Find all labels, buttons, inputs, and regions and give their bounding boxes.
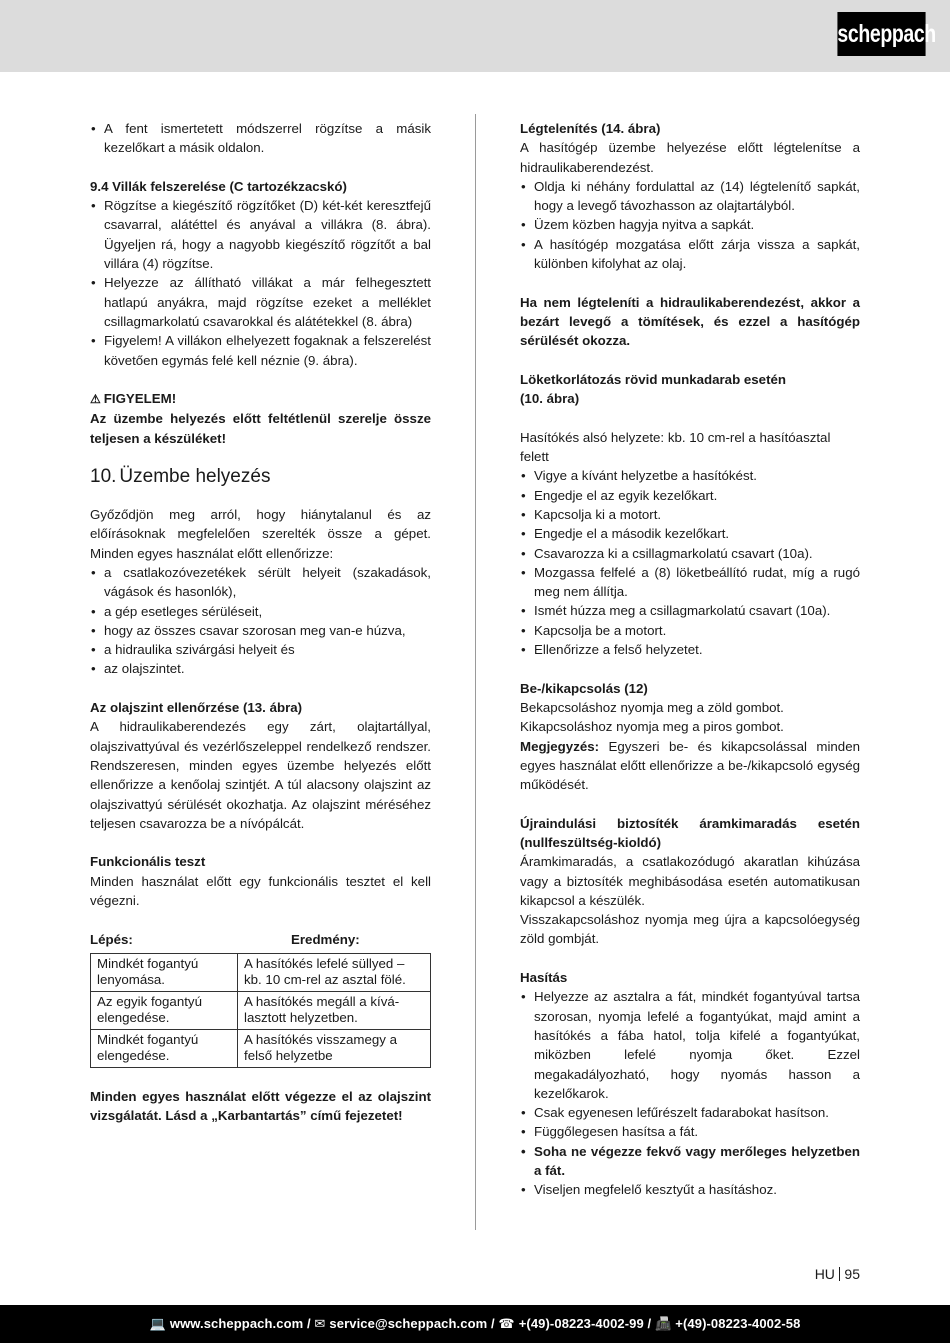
scheppach-logo: scheppach xyxy=(837,12,925,56)
on-off-note xyxy=(520,737,860,795)
table-row xyxy=(91,991,431,1029)
list-item: • Kapcsolja be a motort. xyxy=(520,621,860,640)
splitting-title: Hasítás xyxy=(520,970,568,986)
section-9-4-title: 9.4 Villák felszerelése (C tartozékzacskó) xyxy=(90,178,347,194)
list-item: • Figyelem! A villákon elhelyezett fogaknak a felszerelést követően egymás felé kell néznie (9. ábra). xyxy=(90,331,431,370)
list-item: • Üzem közben hagyja nyitva a sapkát. xyxy=(520,215,860,234)
note-label: Megjegyzés: xyxy=(520,738,600,754)
venting-text: A hasítógép üzembe helyezése előtt légtelenítse a hidraulikaberendezést. xyxy=(520,140,860,175)
list-item: • Helyezze az asztalra a fát, mindkét fogantyúval tartsa szorosan, nyomja lefelé a fogantyúkat, majd amint a hasítókés a fába hatol, tolja kifelé a fogantyúkat, miközben lefelé nyomja őket. Ezzel megakadályozható, hogy nyomás hasson a kezelőkarok. xyxy=(520,987,860,1103)
stroke-limit-title: Löketkorlátozás rövid munkadarab esetén xyxy=(520,371,787,387)
list-item: • A hasítógép mozgatása előtt zárja vissza a sapkát, különben kifolyhat az olaj. xyxy=(520,235,860,274)
table-cell-result: A hasítókés visszamegy a felső helyzetbe xyxy=(238,1029,431,1067)
footer-bar xyxy=(0,1305,950,1343)
header-band xyxy=(0,0,950,72)
list-item: • A fent ismertetett módszerrel rögzítse a másik kezelőkart a másik oldalon. xyxy=(90,119,431,158)
restart-protection-text: Áramkimaradás, a csatlakozódugó akaratlan kihúzása vagy a biztosíték meghibásodása esetén automatikusan kikapcsol a készülék. xyxy=(520,854,860,908)
top-bullet-list xyxy=(90,119,431,158)
warning-text: Az üzembe helyezés előtt feltétlenül szerelje össze teljesen a készüléket! xyxy=(90,411,431,446)
section-9-4-list xyxy=(90,196,431,370)
footer-phone: +(49)-08223-4002-99 / xyxy=(518,1316,652,1331)
list-item: • a gép esetleges sérüléseit, xyxy=(90,602,431,621)
footer-website: www.scheppach.com / xyxy=(169,1316,311,1331)
table-row xyxy=(91,1029,431,1067)
warning-triangle-icon: ⚠ xyxy=(90,392,101,407)
list-item: • Csavarozza ki a csillagmarkolatú csavart (10a). xyxy=(520,544,860,563)
venting-warning: Ha nem légteleníti a hidraulikaberendezést, akkor a bezárt levegő a tömítések, és ezzel a hasítógép sérülését okozza. xyxy=(520,294,860,349)
table-cell-step: Az egyik fogantyú elengedése. xyxy=(91,991,238,1029)
list-item: • a hidraulika szivárgási helyeit és xyxy=(90,640,431,659)
stroke-limit-list xyxy=(520,466,860,659)
test-table-header xyxy=(90,930,431,949)
oil-check-text: A hidraulikaberendezés egy zárt, olajtartállyal, olajszivattyúval és vezérlőszeleppel rendelkező rendszer. Rendszeresen, minden egyes üzembe helyezés előtt ellenőrizze a kenőolaj szintjét. A túl alacsony olajszint az olajszivattyú sérülését okozhatja. Az olajszint méréséhez teljesen csavarozza be a nívópálcát. xyxy=(90,719,431,831)
right-column xyxy=(520,119,860,1200)
language-code: HU xyxy=(814,1266,835,1282)
page-number-value: 95 xyxy=(844,1266,860,1282)
result-column-header: Eredmény: xyxy=(291,931,360,947)
section-number: 10. xyxy=(90,466,117,488)
section-10-heading xyxy=(90,464,431,490)
on-off-line: Kikapcsoláshoz nyomja meg a piros gombot. xyxy=(520,719,784,735)
restart-protection-title: Újraindulási biztosíték áramkimaradás esetén (nullfeszültség-kioldó) xyxy=(520,815,860,850)
table-row xyxy=(91,953,431,991)
venting-list xyxy=(520,177,860,273)
check-list xyxy=(90,563,431,679)
table-cell-result: A hasítókés megáll a kívá-lasztott helyzetben. xyxy=(238,991,431,1029)
list-item: • Soha ne végezze fekvő vagy merőleges helyzetben a fát. xyxy=(520,1142,860,1181)
function-test-title: Funkcionális teszt xyxy=(90,854,206,870)
phone-icon: ☎ xyxy=(498,1316,515,1331)
fax-icon: 📠 xyxy=(655,1316,672,1331)
list-item: • Rögzítse a kiegészítő rögzítőket (D) két-két keresztfejű csavarral, alátéttel és anyával a villákra (8. ábra). Ügyeljen rá, hogy a nagyobb kiegészítő rögzítőt a bal villára (4) rögzítse. xyxy=(90,196,431,273)
warning-heading xyxy=(90,389,431,409)
list-item: • hogy az összes csavar szorosan meg van-e húzva, xyxy=(90,621,431,640)
footer-email: service@scheppach.com / xyxy=(329,1316,495,1331)
footer-fax: +(49)-08223-4002-58 xyxy=(675,1316,801,1331)
list-item: • Ismét húzza meg a csillagmarkolatú csavart (10a). xyxy=(520,601,860,620)
intro-paragraph: Győződjön meg arról, hogy hiánytalanul és az előírásoknak megfelelően szerelték össze a gépet. Minden egyes használat előtt ellenőrizze: xyxy=(90,507,431,561)
table-cell-step: Mindkét fogantyú lenyomása. xyxy=(91,953,238,991)
mail-icon: ✉ xyxy=(314,1316,326,1331)
warning-title: FIGYELEM! xyxy=(103,391,177,407)
table-cell-result: A hasítókés lefelé süllyed – kb. 10 cm-rel az asztal fölé. xyxy=(238,953,431,991)
section-title: Üzembe helyezés xyxy=(119,466,271,488)
stroke-limit-figure: (10. ábra) xyxy=(520,391,580,407)
list-item: • a csatlakozóvezetékek sérült helyeit (szakadások, vágások és hasonlók), xyxy=(90,563,431,602)
on-off-title: Be-/kikapcsolás (12) xyxy=(520,680,648,696)
note-text: Egyszeri be- és kikapcsolással minden egyes használat előtt ellenőrizze a be-/kikapcsoló egység működését. xyxy=(520,738,860,793)
splitting-list xyxy=(520,987,860,1199)
page-separator xyxy=(839,1267,841,1281)
oil-check-title: Az olajszint ellenőrzése (13. ábra) xyxy=(90,700,303,716)
page-number xyxy=(800,1265,860,1283)
list-item: • Vigye a kívánt helyzetbe a hasítókést. xyxy=(520,466,860,485)
restart-protection-text: Visszakapcsoláshoz nyomja meg újra a kapcsolóegység zöld gombját. xyxy=(520,912,860,947)
left-column xyxy=(90,119,431,1126)
function-test-text: Minden használat előtt egy funkcionális tesztet el kell végezni. xyxy=(90,873,431,908)
list-item: • Helyezze az állítható villákat a már felhegesztett hatlapú anyákra, majd rögzítse ezeket a melléklet csillagmarkolatú csavarokkal és alátétekkel (8. ábra) xyxy=(90,273,431,331)
list-item: • Kapcsolja ki a motort. xyxy=(520,505,860,524)
list-item: • Oldja ki néhány fordulattal az (14) légtelenítő sapkát, hogy a levegő távozhasson az olajtartályból. xyxy=(520,177,860,216)
computer-icon: 💻 xyxy=(149,1316,166,1331)
venting-title: Légtelenítés (14. ábra) xyxy=(520,121,661,136)
table-cell-step: Mindkét fogantyú elengedése. xyxy=(91,1029,238,1067)
list-item: • az olajszintet. xyxy=(90,659,431,678)
step-column-header: Lépés: xyxy=(90,931,133,947)
stroke-limit-text: Hasítókés alsó helyzete: kb. 10 cm-rel a hasítóasztal felett xyxy=(520,429,831,465)
list-item: • Függőlegesen hasítsa a fát. xyxy=(520,1122,860,1141)
list-item: • Csak egyenesen lefűrészelt fadarabokat hasítson. xyxy=(520,1103,860,1122)
column-divider xyxy=(475,114,476,1230)
on-off-line: Bekapcsoláshoz nyomja meg a zöld gombot. xyxy=(520,699,784,715)
list-item: • Engedje el a második kezelőkart. xyxy=(520,524,860,543)
list-item: • Mozgassa felfelé a (8) löketbeállító rudat, míg a rugó meg nem állítja. xyxy=(520,563,860,602)
list-item: • Viseljen megfelelő kesztyűt a hasításhoz. xyxy=(520,1180,860,1199)
list-item: • Ellenőrizze a felső helyzetet. xyxy=(520,640,860,659)
function-test-table xyxy=(90,953,431,1068)
list-item: • Engedje el az egyik kezelőkart. xyxy=(520,486,860,505)
final-note: Minden egyes használat előtt végezze el az olajszint vizsgálatát. Lásd a „Karbantartás” című fejezetet! xyxy=(90,1089,431,1124)
